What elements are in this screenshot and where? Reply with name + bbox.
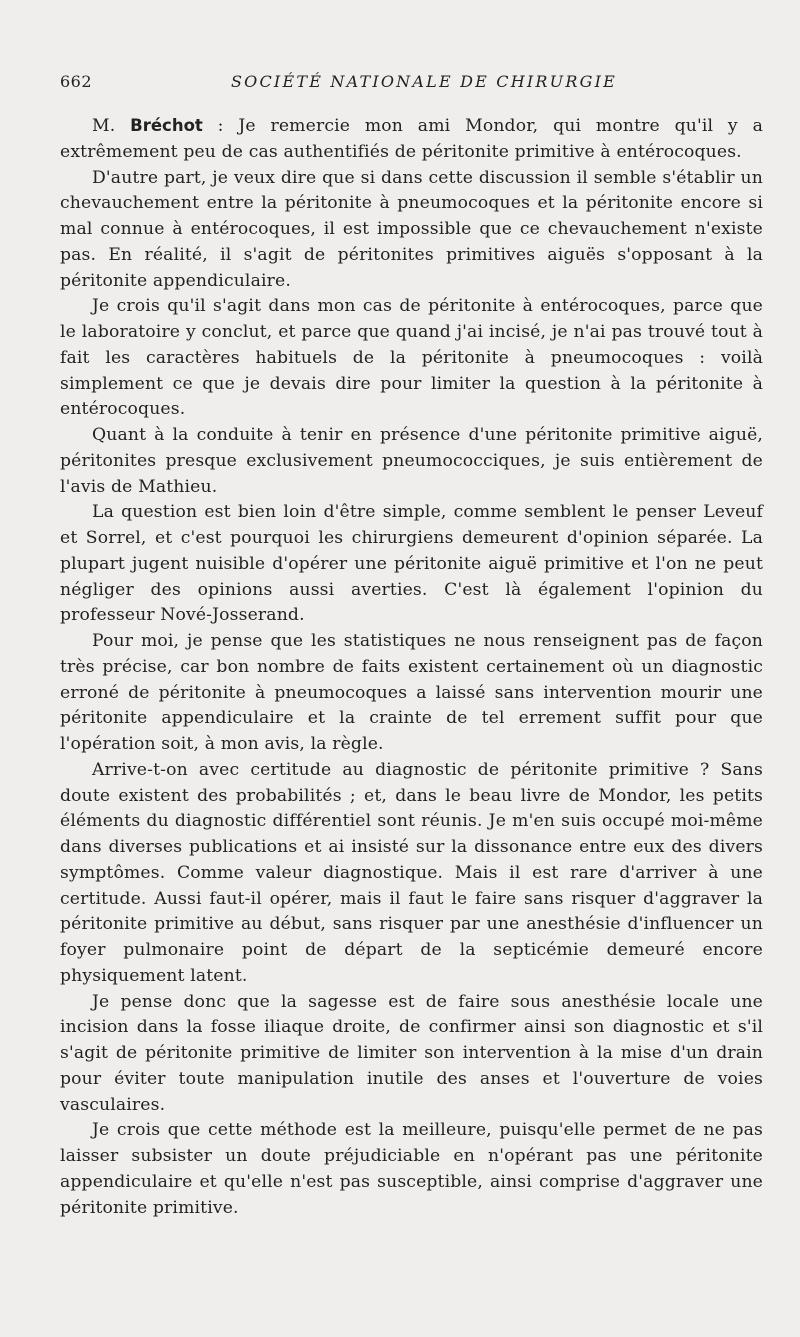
paragraph: Je pense donc que la sagesse est de faire sous anesthésie locale une incision dans la fosse iliaque droite, de confirmer ainsi son diagnostic et s'il s'agit de péritonite primitive de limiter son intervention à la mise d'un drain pour éviter toute manipulation inutile des anses et l'ouverture de voies vasculaires. <box>60 991 763 1115</box>
paragraph: Pour moi, je pense que les statistiques ne nous renseignent pas de façon très précise, car bon nombre de faits existent certainement où un diagnostic erroné de péritonite à pneumocoques a laissé sans intervention mourir une péritonite appendiculaire et la crainte de tel errement suffit pour que l'opération soit, à mon avis, la règle. <box>60 631 763 754</box>
page-header <box>60 72 740 96</box>
speaker-prefix: M. <box>92 116 131 136</box>
paragraph: Je crois qu'il s'agit dans mon cas de péritonite à entérocoques, parce que le laboratoire y conclut, et parce que quand j'ai incisé, je n'ai pas trouvé tout à fait les caractères habituels de la péritonite à pneumocoques : voilà simplement ce que je devais dire pour limiter la question à la péritonite à entérocoques. <box>60 296 763 420</box>
paragraph-text: : Je remercie mon ami Mondor, qui montre qu'il y a extrêmement peu de cas authentifiés de péritonite primitive à entérocoques. <box>60 116 763 162</box>
paragraph: D'autre part, je veux dire que si dans cette discussion il semble s'établir un chevauchement entre la péritonite à pneumocoques et la péritonite encore si mal connue à entérocoques, il est impossible que ce chevauchement n'existe pas. En réalité, il s'agit de péritonites primitives aiguës s'opposant à la péritonite appendiculaire. <box>60 167 763 291</box>
paragraph <box>60 113 763 166</box>
paragraph: Arrive-t-on avec certitude au diagnostic de péritonite primitive ? Sans doute existent des probabilités ; et, dans le beau livre de Mondor, les petits éléments du diagnostic différentiel sont réunis. Je m'en suis occupé moi-même dans diverses publications et ai insisté sur la dissonance entre eux des divers symptômes. Comme valeur diagnostique. Mais il est rare d'arriver à une certitude. Aussi faut-il opérer, mais il faut le faire sans risquer d'aggraver la péritonite primitive au début, sans risquer par une anesthésie d'influencer un foyer pulmonaire point de départ de la septicémie demeuré encore physiquement latent. <box>60 759 763 986</box>
paragraph: Je crois que cette méthode est la meilleure, puisqu'elle permet de ne pas laisser subsister un doute préjudiciable en n'opérant pas une péritonite appendiculaire et qu'elle n'est pas susceptible, ainsi comprise d'aggraver une péritonite primitive. <box>60 1120 763 1218</box>
body-text <box>60 113 763 1221</box>
page-number: 662 <box>60 72 93 91</box>
paragraph: Quant à la conduite à tenir en présence d'une péritonite primitive aiguë, péritonites presque exclusivement pneumococciques, je suis entièrement de l'avis de Mathieu. <box>60 425 763 497</box>
running-title: SOCIÉTÉ NATIONALE DE CHIRURGIE <box>231 72 617 91</box>
paragraph: La question est bien loin d'être simple, comme semblent le penser Leveuf et Sorrel, et c'est pourquoi les chirurgiens demeurent d'opinion séparée. La plupart jugent nuisible d'opérer une péritonite aiguë primitive et l'on ne peut négliger des opinions aussi averties. C'est là également l'opinion du professeur Nové-Josserand. <box>60 502 763 626</box>
speaker-name: Bréchot <box>130 116 203 135</box>
